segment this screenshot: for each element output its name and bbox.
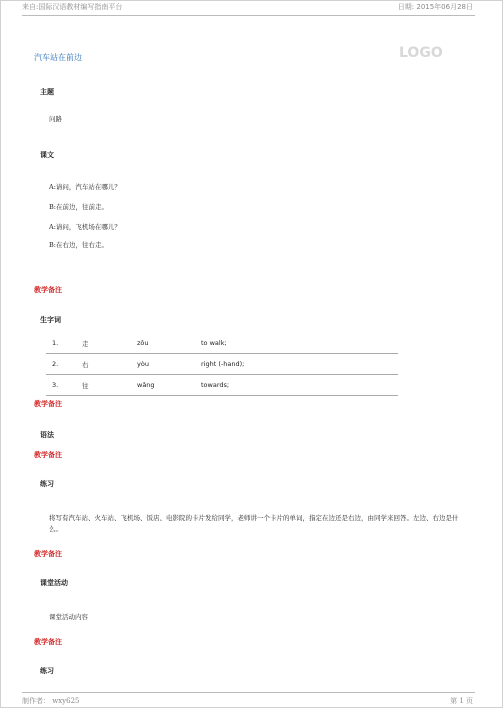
text-heading: 课文 <box>40 150 54 159</box>
header-source: 来自:国际汉语教材编写指南平台 <box>22 3 123 11</box>
teaching-note: 教学备注 <box>34 399 62 408</box>
header-divider <box>22 15 475 16</box>
vocab-table <box>46 333 398 396</box>
vocab-hanzi: 右 <box>82 354 137 375</box>
lesson-title: 汽车站在前边 <box>34 53 82 62</box>
practice2-heading: 练习 <box>40 666 54 675</box>
footer-page-number: 第 1 页 <box>450 697 473 705</box>
header-date: 日期: 2015年06月28日 <box>397 3 473 11</box>
practice-heading: 练习 <box>40 479 54 488</box>
vocab-english: to walk; <box>201 333 398 354</box>
dialogue-line: A:请问，飞机场在哪儿？ <box>49 223 121 231</box>
dialogue-line: A:请问，汽车站在哪儿？ <box>49 183 121 191</box>
activity-heading: 课堂活动 <box>40 578 68 587</box>
activity-text: 课堂活动内容 <box>49 613 88 621</box>
vocab-english: right (-hand); <box>201 354 398 375</box>
vocab-heading: 生字词 <box>40 315 61 324</box>
vocab-num: 1. <box>46 333 82 354</box>
vocab-hanzi: 往 <box>82 375 137 396</box>
vocab-hanzi: 走 <box>82 333 137 354</box>
dialogue-line: B:在前边，往前走。 <box>49 203 108 211</box>
dialogue-line: B:在右边，往右走。 <box>49 241 108 249</box>
teaching-note: 教学备注 <box>34 450 62 459</box>
practice-text: 将写有汽车站、火车站、飞机场、饭店、电影院的卡片发给同学，老师讲一个卡片的单词，指定在边还是右边，由同学来回答。左边、右边是什么。 <box>49 514 459 533</box>
topic-text: 问路 <box>49 115 62 123</box>
footer-divider <box>22 692 475 693</box>
vocab-pinyin: zǒu <box>137 333 201 354</box>
teaching-note: 教学备注 <box>34 637 62 646</box>
footer-author: 制作者： wxy625 <box>22 697 80 705</box>
table-row <box>46 354 398 375</box>
vocab-pinyin: wǎng <box>137 375 201 396</box>
table-row <box>46 333 398 354</box>
grammar-heading: 语法 <box>40 430 54 439</box>
vocab-pinyin: yòu <box>137 354 201 375</box>
vocab-english: towards; <box>201 375 398 396</box>
vocab-num: 3. <box>46 375 82 396</box>
teaching-note: 教学备注 <box>34 285 62 294</box>
vocab-num: 2. <box>46 354 82 375</box>
teaching-note: 教学备注 <box>34 549 62 558</box>
table-row <box>46 375 398 396</box>
logo: LOGO <box>399 45 443 61</box>
topic-heading: 主题 <box>40 87 54 96</box>
